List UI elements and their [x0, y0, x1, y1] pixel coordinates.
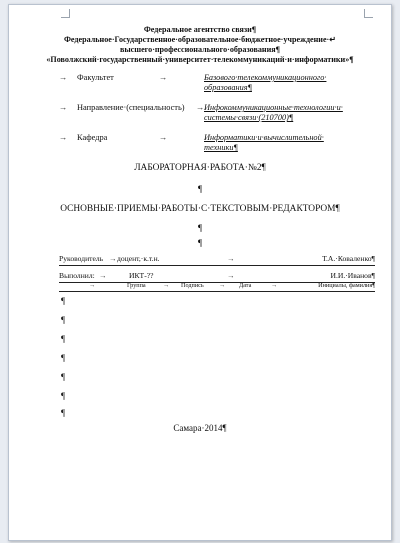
tab-arrow-icon: → [219, 282, 226, 289]
field-department-value-line2: техники¶ [204, 143, 238, 152]
tab-arrow-icon: → [59, 73, 68, 82]
empty-paragraph-mark: ¶ [197, 223, 203, 233]
tab-arrow-icon: → [99, 271, 107, 280]
tab-arrow-icon: → [271, 282, 278, 289]
header-university: «Поволжский·государственный·университет·телекоммуникаций·и·информатики»¶ [46, 55, 354, 64]
tab-arrow-icon: → [59, 133, 68, 142]
signature-captions [59, 281, 375, 292]
caption-date: Дата [239, 282, 252, 289]
field-faculty-value-line2: образования¶ [204, 83, 252, 92]
supervisor-name: Т.А.·Коваленко¶ [322, 254, 375, 263]
header-institution: Федеральное·Государственное·образовательное·бюджетное·учреждение·↵ [63, 35, 337, 44]
supervisor-label: Руководитель [59, 254, 104, 263]
field-department-label: Кафедра [77, 133, 108, 142]
executor-group: ИКТ-?? [129, 271, 154, 280]
empty-paragraph-mark: ¶ [61, 296, 66, 306]
field-faculty-value-line1: Базового·телекоммуникационного· [204, 73, 327, 82]
field-direction-value-line2: системы·связи·(210700)¶ [204, 113, 294, 122]
empty-paragraph-mark: ¶ [61, 334, 66, 344]
tab-arrow-icon: → [159, 73, 168, 82]
field-department-value-line1: Информатики·и·вычислительной· [204, 133, 324, 142]
caption-signature: Подпись [181, 282, 204, 289]
tab-arrow-icon: → [159, 133, 168, 142]
empty-paragraph-mark: ¶ [61, 408, 66, 418]
empty-paragraph-mark: ¶ [61, 372, 66, 382]
tab-arrow-icon: → [109, 254, 117, 263]
field-direction-value-line1: Инфокоммуникационные·технологии·и· [204, 103, 343, 112]
tab-arrow-icon: → [59, 103, 68, 112]
footer-city-year: Самара·2014¶ [173, 423, 227, 433]
tab-arrow-icon: → [227, 254, 235, 263]
tab-arrow-icon: → [227, 271, 235, 280]
empty-paragraph-mark: ¶ [61, 315, 66, 325]
header-agency: Федеральное агентство связи¶ [143, 25, 257, 34]
executor-label: Выполнил: [59, 271, 95, 280]
tab-arrow-icon: → [163, 282, 170, 289]
supervisor-position: доцент,·к.т.н. [117, 254, 160, 263]
supervisor-line [59, 254, 375, 266]
empty-paragraph-mark: ¶ [61, 353, 66, 363]
crop-mark-top-right [364, 9, 373, 18]
field-direction-label: Направление·(специальность) [77, 103, 185, 112]
empty-paragraph-mark: ¶ [197, 184, 203, 194]
document-page [8, 4, 392, 541]
tab-arrow-icon: → [89, 282, 96, 289]
field-faculty-label: Факультет [77, 73, 114, 82]
lab-work-title: ЛАБОРАТОРНАЯ·РАБОТА·№2¶ [134, 163, 266, 173]
caption-group: Группа [127, 282, 146, 289]
crop-mark-top-left [61, 9, 70, 18]
header-education: высшего·профессионального·образования¶ [119, 45, 281, 54]
caption-initials: Инициалы, фамилия¶ [318, 282, 375, 289]
empty-paragraph-mark: ¶ [61, 391, 66, 401]
tab-arrow-icon: → [196, 103, 205, 112]
empty-paragraph-mark: ¶ [197, 238, 203, 248]
executor-name: И.И.·Иванов¶ [330, 271, 375, 280]
lab-work-subject: ОСНОВНЫЕ·ПРИЕМЫ·РАБОТЫ·С·ТЕКСТОВЫМ·РЕДАКТОРОМ¶ [60, 204, 340, 214]
